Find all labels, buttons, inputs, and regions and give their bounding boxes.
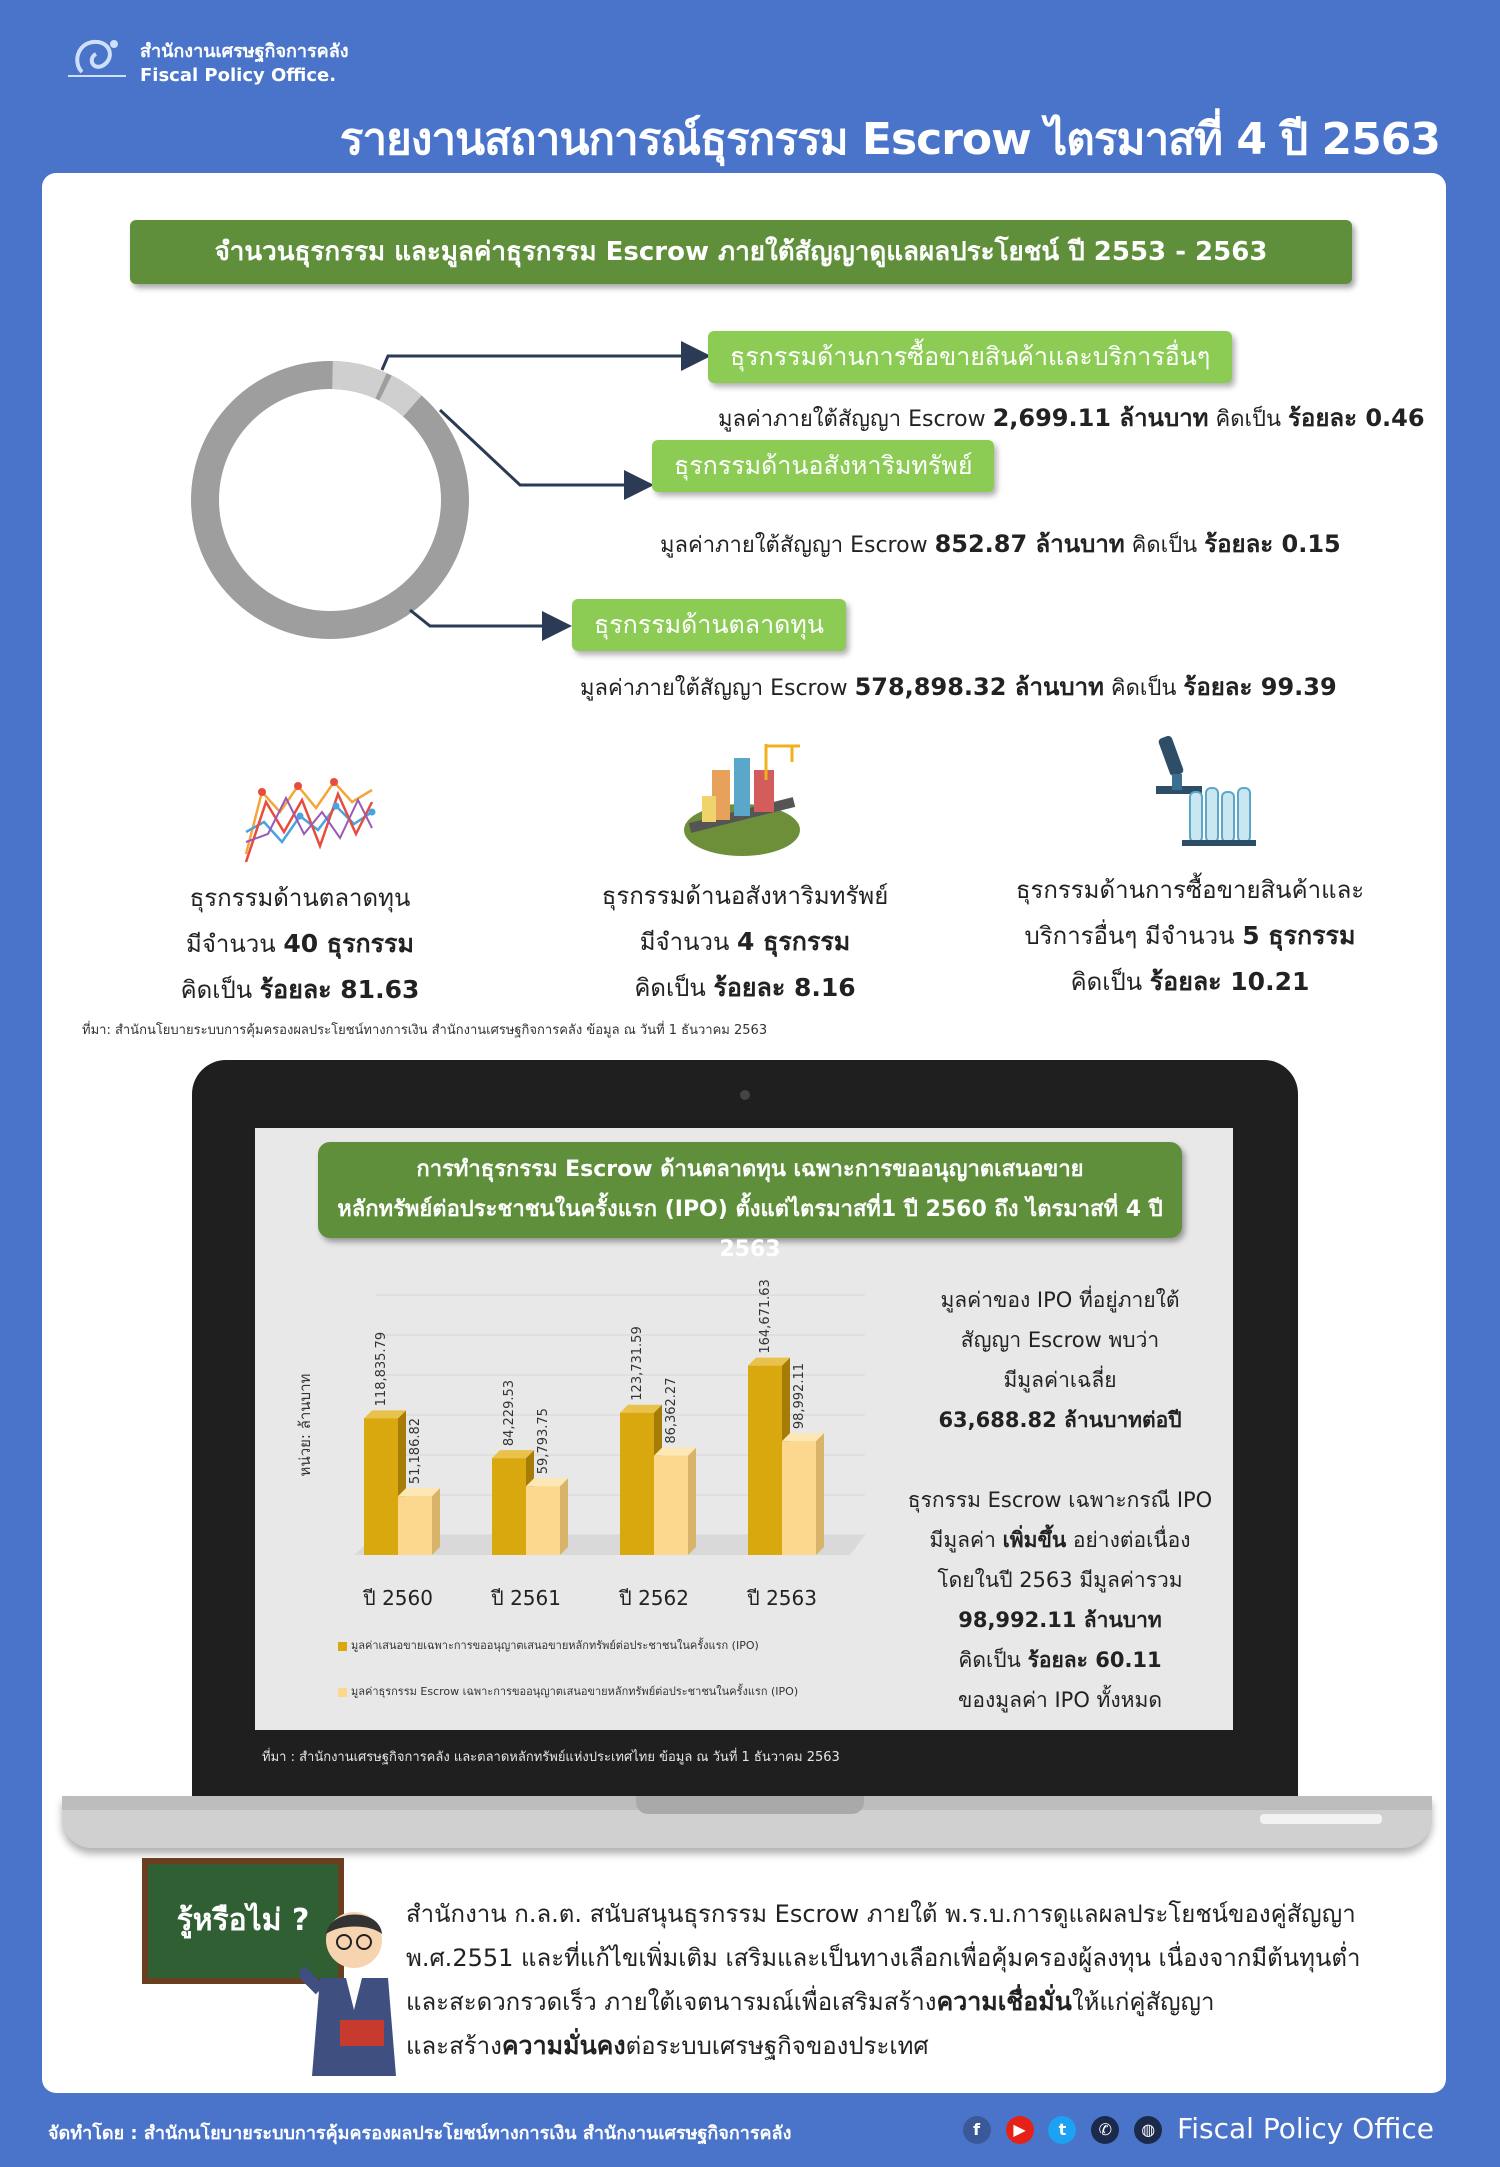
note-line: มูลค่าของ IPO ที่อยู่ภายใต้ <box>940 1288 1180 1312</box>
ipo-banner-line2: หลักทรัพย์ต่อประชาชนในครั้งแรก (IPO) ตั้งแต่ไตรมาสที่1 ปี 2560 ถึง ไตรมาสที่ 4 ปี 2563 <box>337 1197 1163 1262</box>
stat-count-value: 4 ธุรกรรม <box>737 927 851 956</box>
note-text: คิดเป็น <box>958 1648 1021 1672</box>
connector-capital <box>410 610 566 626</box>
stat-count <box>150 921 450 967</box>
org-name-en: Fiscal Policy Office. <box>140 65 337 86</box>
value-pct: ร้อยละ 99.39 <box>1183 673 1337 701</box>
bar-data-label: 98,992.11 <box>792 1362 807 1430</box>
bar-data-label: 86,362.27 <box>664 1377 679 1444</box>
note-text: มีมูลค่า <box>929 1528 996 1552</box>
value-pct: ร้อยละ 0.15 <box>1204 530 1341 558</box>
value-amount: 852.87 ล้านบาท <box>934 530 1125 558</box>
globe-icon[interactable]: ◍ <box>1134 2116 1162 2144</box>
note-text: อย่างต่อเนื่อง <box>1072 1528 1191 1552</box>
bar-escrow-value <box>398 1496 432 1555</box>
note-line: โดยในปี 2563 มีมูลค่ารวม <box>937 1568 1183 1592</box>
ipo-banner-line1: การทำธุรกรรม Escrow ด้านตลาดทุน เฉพาะการขออนุญาตเสนอขาย <box>416 1157 1084 1182</box>
connector-goods <box>382 356 705 370</box>
bar-side <box>816 1433 824 1555</box>
phone-icon[interactable]: ✆ <box>1091 2116 1119 2144</box>
stat-count-value: 5 ธุรกรรม <box>1242 921 1356 950</box>
note-emphasis: ร้อยละ 60.11 <box>1027 1648 1162 1672</box>
connector-realestate <box>440 410 648 485</box>
legend-item-escrow-value <box>338 1682 898 1698</box>
did-line <box>406 2024 1436 2068</box>
bar-side <box>560 1478 568 1555</box>
bar-escrow-value <box>782 1441 816 1555</box>
bar-ipo-value <box>492 1458 526 1555</box>
page-title: รายงานสถานการณ์ธุรกรรม Escrow ไตรมาสที่ 4 ปี 2563 <box>339 114 1440 165</box>
value-amount: 2,699.11 ล้านบาท <box>992 404 1209 432</box>
stat-pct <box>575 965 915 1011</box>
stat-count <box>575 919 915 965</box>
bar-data-label: 51,186.82 <box>408 1417 423 1485</box>
bar-data-label: 59,793.75 <box>536 1408 551 1475</box>
ipo-note-average <box>900 1280 1220 1440</box>
y-axis-label: หน่วย: ล้านบาท <box>296 1373 314 1477</box>
youtube-icon[interactable]: ▶ <box>1006 2116 1034 2144</box>
bar-side <box>688 1448 696 1555</box>
did-you-know-text <box>406 1892 1436 2068</box>
bar-ipo-value <box>748 1366 782 1555</box>
did-emphasis: ความมั่นคง <box>501 2031 626 2060</box>
stat-pct-prefix: คิดเป็น <box>180 976 253 1004</box>
note-line: ของมูลค่า IPO ทั้งหมด <box>958 1688 1162 1712</box>
bar-ipo-value <box>364 1418 398 1555</box>
stat-count-value: 40 ธุรกรรม <box>283 929 414 958</box>
value-mid: คิดเป็น <box>1110 676 1177 701</box>
bar-ipo-value <box>620 1413 654 1555</box>
legend-label: มูลค่าเสนอขายเฉพาะการขออนุญาตเสนอขายหลักทรัพย์ต่อประชาชนในครั้งแรก (IPO) <box>351 1639 759 1652</box>
bar-data-label: 164,671.63 <box>758 1279 773 1354</box>
fpo-logo <box>62 32 134 88</box>
stat-pct-prefix: คิดเป็น <box>1070 968 1143 996</box>
bar-escrow-value <box>526 1486 560 1555</box>
footer-brand-text: Fiscal Policy Office <box>1177 2112 1434 2145</box>
value-prefix: มูลค่าภายใต้สัญญา Escrow <box>718 407 986 432</box>
line-chart-icon <box>240 772 380 868</box>
twitter-icon[interactable]: t <box>1048 2116 1076 2144</box>
laptop-notch <box>636 1796 864 1814</box>
stat-count-prefix: มีจำนวน <box>639 928 730 956</box>
note-line <box>880 1640 1240 1680</box>
stat-pct <box>1010 959 1370 1005</box>
x-tick-label: ปี 2562 <box>619 1586 689 1610</box>
ipo-legend <box>338 1636 898 1698</box>
did-text-part: ให้แก่คู่สัญญา <box>1071 1988 1215 2016</box>
ipo-note-growth <box>880 1480 1240 1720</box>
stat-title: ธุรกรรมด้านอสังหาริมทรัพย์ <box>601 882 889 910</box>
did-text-part: ต่อระบบเศรษฐกิจของประเทศ <box>625 2032 929 2060</box>
note-line: สัญญา Escrow พบว่า <box>960 1328 1160 1352</box>
stat-pct <box>150 967 450 1013</box>
city-building-icon <box>682 740 812 858</box>
laptop-camera <box>740 1090 750 1100</box>
category-value-capital <box>580 667 1337 706</box>
legend-item-ipo-value <box>338 1636 898 1652</box>
ipo-banner <box>318 1142 1182 1262</box>
did-line: สำนักงาน ก.ล.ต. สนับสนุนธุรกรรม Escrow ภายใต้ พ.ร.บ.การดูแลผลประโยชน์ของคู่สัญญา <box>406 1900 1356 1928</box>
category-value-realestate <box>660 524 1341 563</box>
note-line: 63,688.82 ล้านบาทต่อปี <box>938 1408 1182 1432</box>
stat-pct-value: ร้อยละ 81.63 <box>259 975 420 1004</box>
footer-brand <box>963 2112 1434 2145</box>
note-line: 98,992.11 ล้านบาท <box>958 1608 1162 1632</box>
org-name <box>140 40 349 88</box>
note-line: มีมูลค่าเฉลี่ย <box>1003 1368 1117 1392</box>
x-tick-label: ปี 2563 <box>747 1586 817 1610</box>
did-text-part: และสร้าง <box>406 2032 502 2060</box>
value-pct: ร้อยละ 0.46 <box>1288 404 1425 432</box>
facebook-icon[interactable]: f <box>963 2116 991 2144</box>
footer-credit: จัดทำโดย : สำนักนโยบายระบบการคุ้มครองผลประโยชน์ทางการเงิน สำนักงานเศรษฐกิจการคลัง <box>48 2123 792 2144</box>
bar-data-label: 123,731.59 <box>630 1326 645 1401</box>
stat-capital <box>150 876 450 1013</box>
x-tick-label: ปี 2561 <box>491 1586 561 1610</box>
bar-escrow-value <box>654 1456 688 1555</box>
bar-side <box>432 1488 440 1555</box>
ipo-bar-chart <box>290 1255 890 1615</box>
laptop-light-strip <box>1260 1814 1382 1824</box>
stat-goods <box>1010 868 1370 1005</box>
did-emphasis: ความเชื่อมั่น <box>936 1987 1072 2016</box>
stat-realestate <box>575 874 915 1011</box>
value-amount: 578,898.32 ล้านบาท <box>854 673 1104 701</box>
value-mid: คิดเป็น <box>1131 533 1198 558</box>
stat-title: ธุรกรรมด้านการซื้อขายสินค้าและ <box>1015 876 1365 904</box>
legend-label: มูลค่าธุรกรรม Escrow เฉพาะการขออนุญาตเสนอขายหลักทรัพย์ต่อประชาชนในครั้งแรก (IPO) <box>351 1685 799 1698</box>
x-tick-label: ปี 2560 <box>363 1586 433 1610</box>
category-label-capital: ธุรกรรมด้านตลาดทุน <box>572 599 846 651</box>
did-line: พ.ศ.2551 และที่แก้ไขเพิ่มเติม เสริมและเป็นทางเลือกเพื่อคุ้มครองผู้ลงทุน เนื่องจากมีต้นทุนต่ำ <box>406 1944 1361 1972</box>
did-you-know-board: รู้หรือไม่ ? <box>142 1858 344 1984</box>
note-line <box>880 1520 1240 1560</box>
category-label-goods: ธุรกรรมด้านการซื้อขายสินค้าและบริการอื่นๆ <box>708 331 1232 383</box>
teacher-illustration <box>300 1900 400 2080</box>
legend-swatch <box>338 1688 347 1697</box>
note-emphasis: เพิ่มขึ้น <box>1002 1528 1067 1552</box>
value-prefix: มูลค่าภายใต้สัญญา Escrow <box>660 533 928 558</box>
did-line <box>406 1980 1436 2024</box>
stat-pct-value: ร้อยละ 10.21 <box>1149 967 1310 996</box>
category-label-realestate: ธุรกรรมด้านอสังหาริมทรัพย์ <box>652 440 994 492</box>
note-line: ธุรกรรม Escrow เฉพาะกรณี IPO <box>907 1488 1213 1512</box>
stat-title: ธุรกรรมด้านตลาดทุน <box>189 884 411 912</box>
bar-data-label: 118,835.79 <box>374 1331 389 1407</box>
bar-data-label: 84,229.53 <box>502 1379 517 1447</box>
stat-count-prefix: มีจำนวน <box>186 930 276 958</box>
stat-count <box>1010 913 1370 959</box>
legend-swatch <box>338 1642 347 1651</box>
org-name-th: สำนักงานเศรษฐกิจการคลัง <box>140 41 349 62</box>
did-text-part: และสะดวกรวดเร็ว ภายใต้เจตนารมณ์เพื่อเสริมสร้าง <box>406 1988 937 2016</box>
stat-pct-prefix: คิดเป็น <box>634 974 706 1002</box>
section1-source: ที่มา: สำนักนโยบายระบบการคุ้มครองผลประโยชน์ทางการเงิน สำนักงานเศรษฐกิจการคลัง ข้อมูล ณ วันที่ 1 ธันวาคม 2563 <box>82 1023 768 1038</box>
section2-source: ที่มา : สำนักงานเศรษฐกิจการคลัง และตลาดหลักทรัพย์แห่งประเทศไทย ข้อมูล ณ วันที่ 1 ธันวาคม 2563 <box>262 1750 840 1765</box>
stat-count-prefix: บริการอื่นๆ มีจำนวน <box>1024 922 1235 950</box>
stat-pct-value: ร้อยละ 8.16 <box>713 973 856 1002</box>
value-prefix: มูลค่าภายใต้สัญญา Escrow <box>580 676 848 701</box>
section1-banner: จำนวนธุรกรรม และมูลค่าธุรกรรม Escrow ภายใต้สัญญาดูแลผลประโยชน์ ปี 2553 - 2563 <box>130 220 1352 284</box>
category-value-goods <box>718 398 1425 437</box>
value-mid: คิดเป็น <box>1215 407 1282 432</box>
microscope-lab-icon <box>1146 730 1256 852</box>
